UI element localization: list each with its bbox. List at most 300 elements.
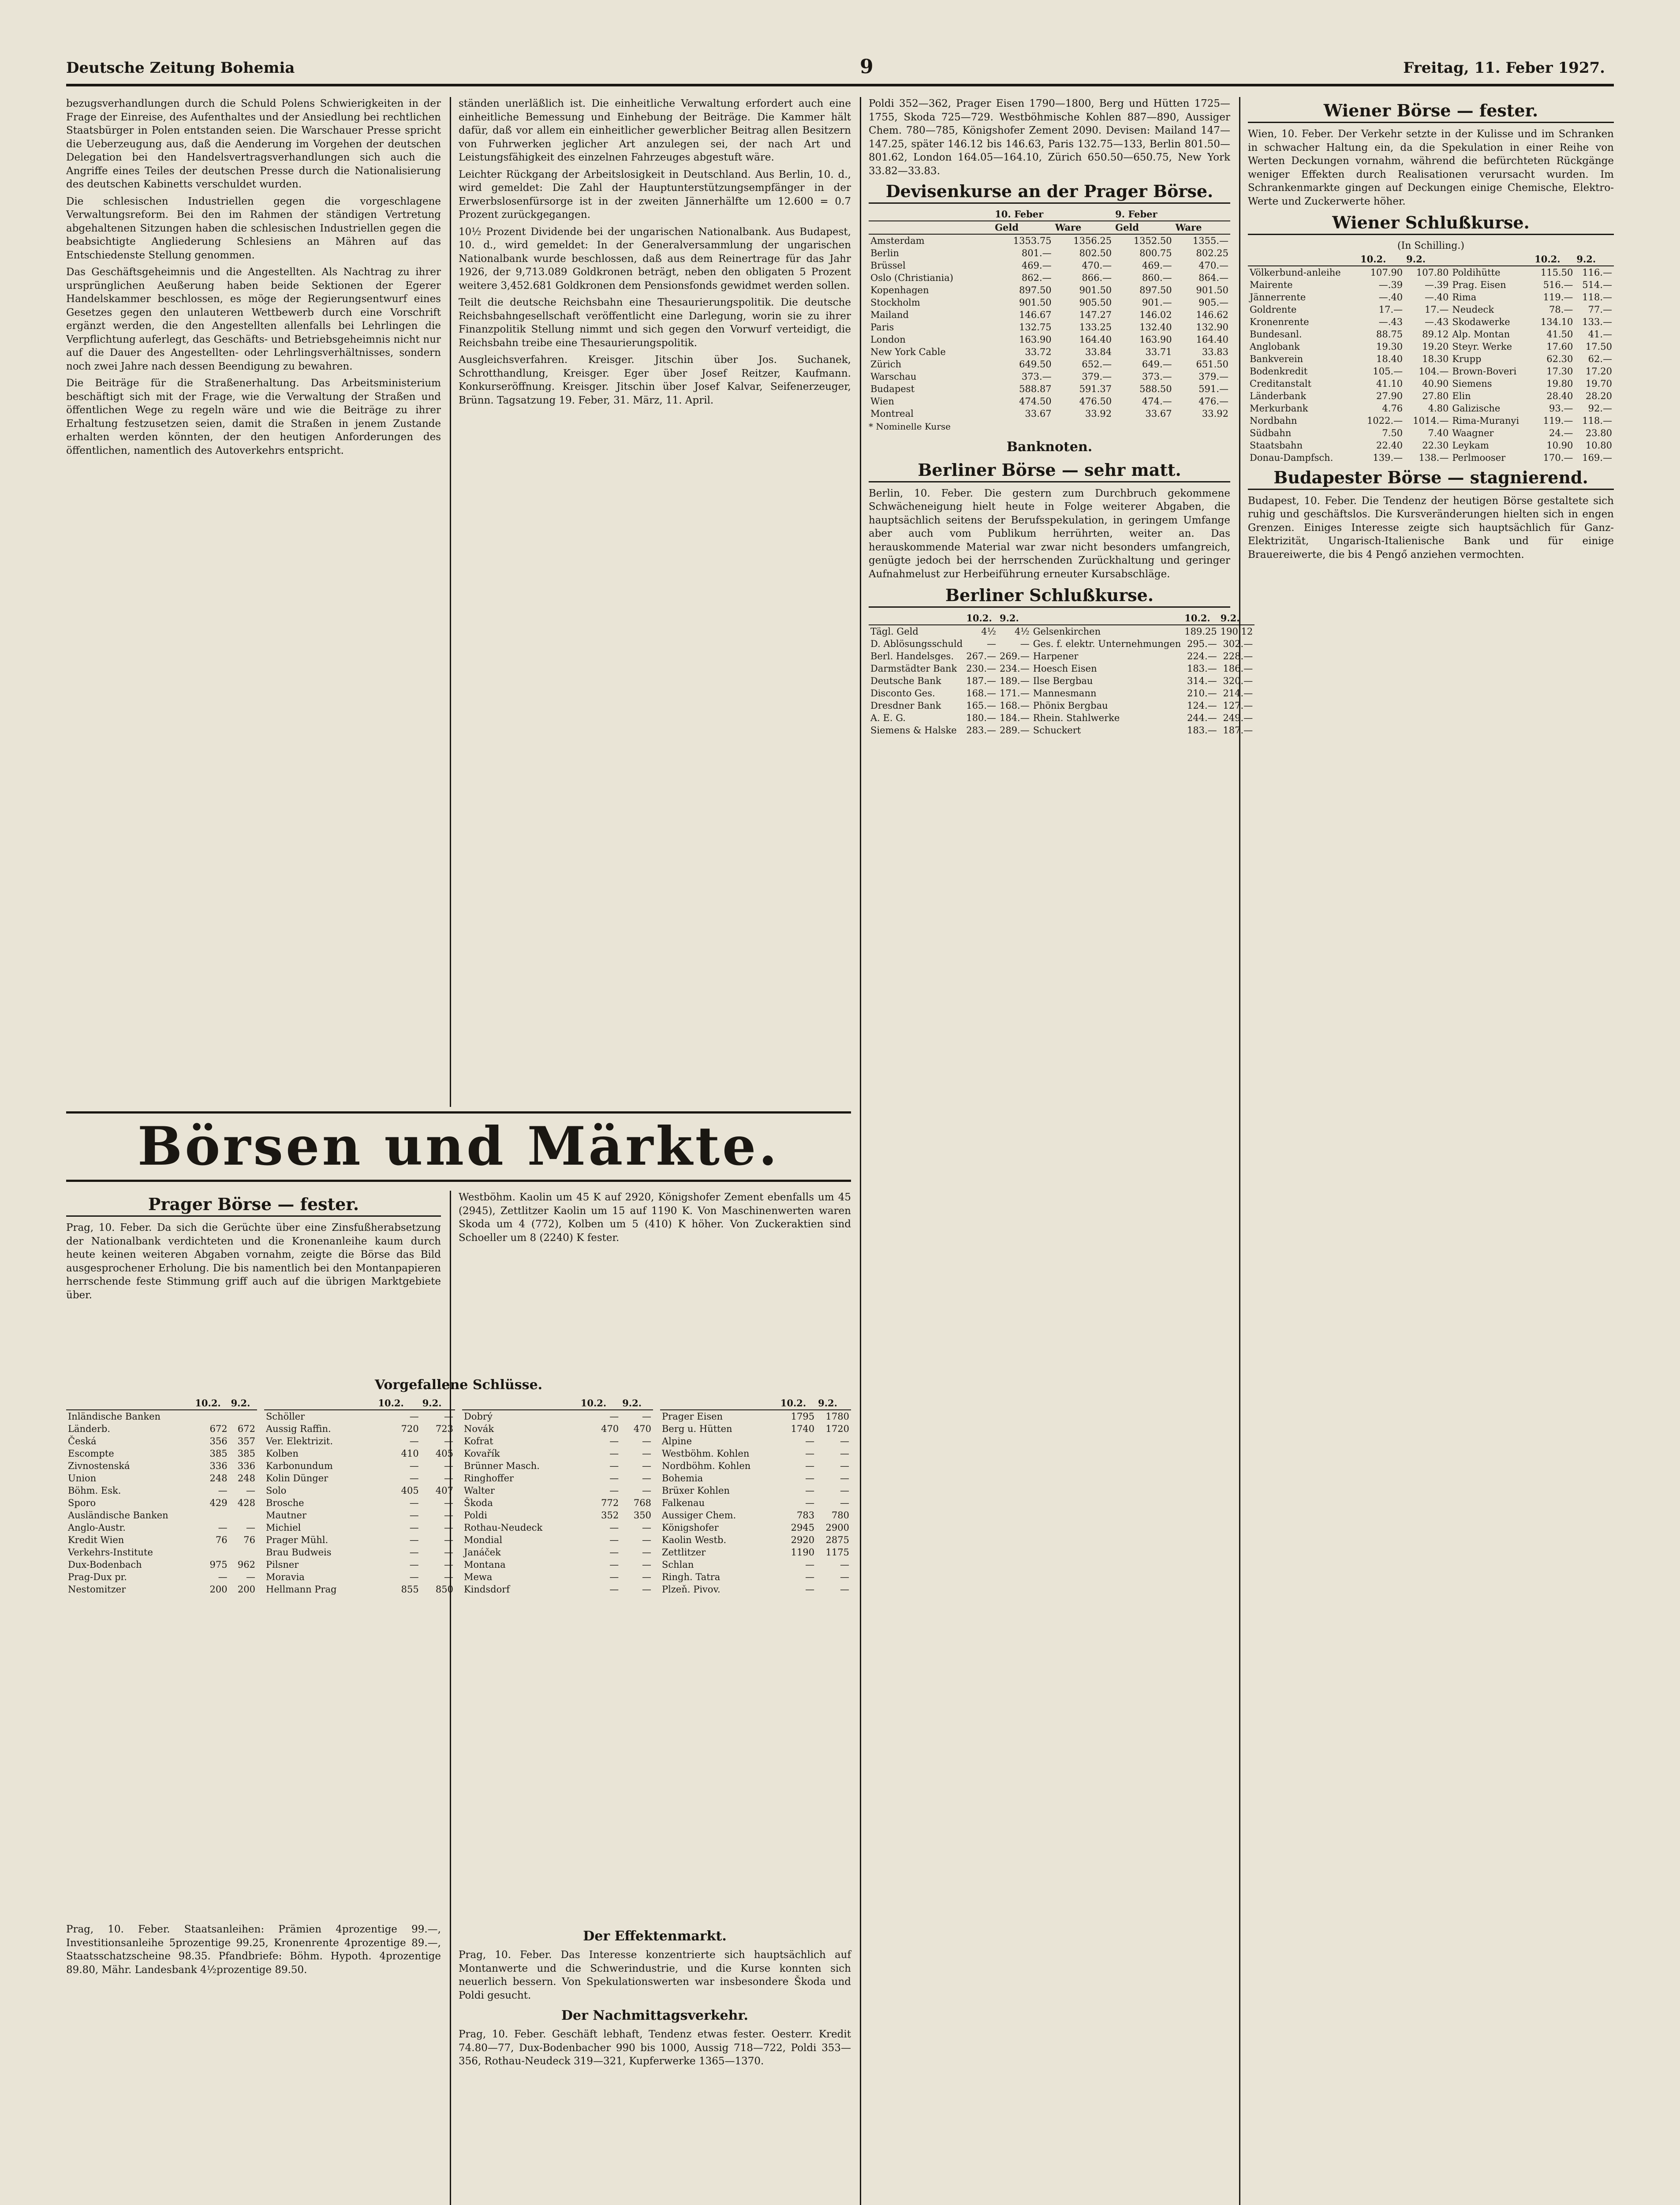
table-cell: —	[409, 1461, 419, 1471]
table-cell: 18.40	[1376, 353, 1403, 364]
article-paragraph: 10½ Prozent Dividende bei der ungarischen Nationalbank. Aus Budapest, 10. d., wird gemeldet: In der Generalversammlung der ungarischen Nationalbank wurde beschlossen, daß aus dem Reinertrage für das Jahr 1926, der 9,713.089 Goldkronen beträgt, neben den obligaten 5 Prozent weitere 3,452.681 Goldkronen dem Pensionsfonds gewidmet werden sollen.	[459, 226, 851, 292]
table-row	[264, 1460, 455, 1472]
table-row	[869, 296, 1230, 309]
table-cell: 33.67	[1025, 408, 1052, 419]
table-row	[869, 333, 1230, 346]
table-cell: 17.60	[1546, 341, 1573, 352]
table-cell: Brünner Masch.	[464, 1461, 540, 1471]
table-cell: Hellmann Prag	[266, 1584, 337, 1595]
table-cell: Brau Budweis	[266, 1547, 332, 1558]
table-cell: 1740	[791, 1424, 815, 1434]
table-cell: —	[609, 1485, 619, 1496]
table-header-row	[869, 612, 1254, 625]
table-row	[462, 1509, 653, 1521]
table-row	[869, 272, 1230, 284]
table-cell: 214.—	[1223, 688, 1253, 699]
table-cell: —	[642, 1461, 651, 1471]
issue-date: Freitag, 11. Feber 1927.	[1403, 59, 1605, 77]
table-row	[869, 407, 1230, 420]
table-cell: —	[805, 1572, 815, 1582]
table-cell: —	[409, 1436, 419, 1446]
column-header: 10.2.	[579, 1397, 620, 1410]
table-cell: Westböhm. Kohlen	[662, 1448, 750, 1459]
table-cell: —.39	[1424, 279, 1449, 290]
article-paragraph: Die Beiträge für die Straßenerhaltung. Das Arbeitsministerium beschäftigt sich mit der Frage, wie die Verwaltung der Straßen und öffentlichen Wege zu regeln wäre und wie die Beiträge zu ihrer Erhaltung festzusetzen seien, damit die Straßen in jenem Zustande erhalten werden könnten, der den heutigen Anforderungen des öffentlichen, namentlich des Autoverkehrs entspricht.	[66, 377, 441, 456]
table-cell: 187.—	[966, 676, 996, 686]
table-row	[264, 1583, 455, 1596]
table-row	[869, 370, 1230, 383]
column-header: 9.2.	[816, 1397, 851, 1410]
table-cell: Michiel	[266, 1522, 301, 1533]
table-cell: 33.84	[1085, 347, 1112, 357]
table-cell: —	[444, 1473, 453, 1484]
table-cell: —	[642, 1473, 651, 1484]
table-cell: 19.30	[1376, 341, 1403, 352]
table-row	[462, 1460, 653, 1472]
schluss-table-c	[462, 1397, 653, 1596]
table-cell: 470.—	[1198, 260, 1228, 271]
table-cell: Wien	[870, 396, 894, 407]
table-cell: 2920	[791, 1535, 815, 1545]
table-cell	[229, 1410, 257, 1423]
table-cell: Kaolin Westb.	[662, 1535, 727, 1545]
table-cell: 19.70	[1585, 378, 1612, 389]
table-cell: —	[409, 1572, 419, 1582]
table-cell: Goldrente	[1250, 304, 1297, 315]
table-row	[462, 1558, 653, 1571]
table-cell: 41.10	[1376, 378, 1403, 389]
table-cell: 146.02	[1139, 310, 1172, 320]
table-cell: 1022.—	[1367, 415, 1403, 426]
table-cell: Skodawerke	[1452, 316, 1510, 327]
table-cell: 186.—	[1223, 663, 1253, 674]
column-header: 9. Feber	[1113, 208, 1230, 221]
table-row	[264, 1497, 455, 1509]
table-row	[660, 1509, 851, 1521]
table-cell: Karbonundum	[266, 1461, 333, 1471]
newspaper-page	[66, 53, 1614, 2205]
table-cell: Warschau	[870, 371, 917, 382]
table-cell: 62.—	[1588, 353, 1612, 364]
table-cell: 170.—	[1543, 452, 1573, 463]
table-cell: 901.—	[1142, 297, 1172, 308]
table-cell: Česká	[68, 1436, 97, 1446]
table-cell: 139.—	[1373, 452, 1403, 463]
table-row	[264, 1571, 455, 1583]
table-row	[660, 1472, 851, 1484]
table-row	[66, 1410, 257, 1423]
table-row	[264, 1509, 455, 1521]
table-cell: —	[609, 1411, 619, 1422]
table-cell: 105.—	[1373, 366, 1403, 377]
table-cell: —	[218, 1522, 228, 1533]
article-heading: Der Effektenmarkt.	[583, 1928, 727, 1944]
table-cell	[229, 1509, 257, 1521]
table-cell: 248	[209, 1473, 228, 1484]
table-cell: 373.—	[1142, 371, 1172, 382]
table-cell: Aussiger Chem.	[662, 1510, 736, 1521]
table-cell: —	[609, 1448, 619, 1459]
column-rule	[1239, 97, 1240, 2205]
table-cell: —	[805, 1473, 815, 1484]
table-cell: Janáček	[464, 1547, 501, 1558]
table-cell: 470	[601, 1424, 619, 1434]
table-row	[264, 1410, 455, 1423]
table-row	[264, 1546, 455, 1558]
article-paragraph: Poldi 352—362, Prager Eisen 1790—1800, Berg und Hütten 1725—1755, Skoda 725—729. Westböhmische Kohlen 887—890, Aussiger Chem. 780—785, Königshofer Zement 2090. Devisen: Mailand 147—147.25, später 146.12 bis 146.63, Paris 132.75—133, Berlin 801.50—801.62, London 164.05—164.10, Zürich 650.50—650.75, New York 33.82—33.83.	[869, 98, 1230, 177]
table-cell: —.40	[1378, 292, 1403, 303]
table-cell: 17.30	[1546, 366, 1573, 377]
table-cell: Böhm. Esk.	[68, 1485, 121, 1496]
table-cell: Ver. Elektrizit.	[266, 1436, 333, 1446]
table-cell: 190.12	[1220, 626, 1253, 637]
column-header: Ware	[1053, 221, 1114, 234]
wien-kurse-table	[1248, 253, 1614, 464]
vorgefallene-schluesse	[66, 1372, 851, 1918]
table-cell: Prager Mühl.	[266, 1535, 329, 1545]
table-cell: —	[609, 1547, 619, 1558]
table-cell: —	[805, 1448, 815, 1459]
table-cell: —	[609, 1559, 619, 1570]
table-cell: 249.—	[1223, 713, 1253, 723]
table-cell: 901.50	[1079, 285, 1112, 295]
table-cell: 138.—	[1419, 452, 1449, 463]
table-cell: 350	[633, 1510, 651, 1521]
table-cell: 41.50	[1546, 329, 1573, 340]
table-cell: 302.—	[1223, 639, 1253, 649]
page-number: 9	[860, 56, 874, 78]
table-cell: Kindsdorf	[464, 1584, 510, 1595]
table-cell: Union	[68, 1473, 97, 1484]
column-header: Geld	[993, 221, 1053, 234]
table-cell: 470	[633, 1424, 651, 1434]
table-cell: 410	[401, 1448, 419, 1459]
table-cell: 373.—	[1021, 371, 1052, 382]
column-header: 10.2.	[376, 1397, 420, 1410]
table-cell: Kolin Dünger	[266, 1473, 329, 1484]
table-cell: 1190	[791, 1547, 815, 1558]
table-cell: 171.—	[999, 688, 1030, 699]
table-cell: 134.10	[1540, 316, 1573, 327]
table-cell: 476.—	[1198, 396, 1228, 407]
schluss-table-a	[66, 1397, 257, 1596]
table-row	[1248, 328, 1614, 340]
table-cell: —	[609, 1535, 619, 1545]
table-cell: —	[609, 1461, 619, 1471]
table-row	[462, 1521, 653, 1534]
table-row	[869, 724, 1254, 736]
table-row	[869, 234, 1230, 247]
article-paragraph: Berlin, 10. Feber. Die gestern zum Durchbruch gekommene Schwächeneigung hielt heute in Folge weiterer Abgaben, die hauptsächlich seitens der Berufsspekulation, in geringem Umfange aber auch vom Publikum herrührten, weiter an. Das herauskommende Material war zwar nicht besonders umfangreich, genügte jedoch bei der herrschenden Zurückhaltung und geringer Aufnahmelust zur Herbeiführung erneuter Kursabschläge.	[869, 487, 1230, 580]
article-column-2	[459, 97, 851, 1107]
table-cell: 379.—	[1082, 371, 1112, 382]
article-paragraph: bezugsverhandlungen durch die Schuld Polens Schwierigkeiten in der Frage der Einreise, des Aufenthaltes und der Ansiedlung bei rechtlichen Staatsbürger in Polen entstanden seien. Die Warschauer Presse spricht die Ueberzeugung aus, daß die Aenderung im Vorgehen der deutschen Delegation bei den Handelsvertragsverhandlungen sich auch die Angriffe eines Teiles der deutschen Presse durch die Nationalisierung des deutschen Kabinetts verschuldet wurden.	[66, 98, 441, 190]
table-footnote: * Nominelle Kurse	[869, 421, 951, 432]
table-row	[869, 712, 1254, 724]
table-cell: Harpener	[1033, 651, 1079, 662]
table-cell: Kopenhagen	[870, 285, 929, 295]
table-cell: —	[986, 639, 996, 649]
column-header: 9.2.	[1575, 253, 1614, 266]
table-row	[1248, 279, 1614, 291]
table-cell: Zürich	[870, 359, 902, 370]
table-row	[66, 1423, 257, 1435]
table-row	[869, 358, 1230, 370]
table-cell: —	[409, 1510, 419, 1521]
table-cell: 189.—	[999, 676, 1030, 686]
table-cell: Creditanstalt	[1250, 378, 1312, 389]
table-cell: 127.—	[1223, 700, 1253, 711]
table-cell: Siemens	[1452, 378, 1492, 389]
table-row	[462, 1534, 653, 1546]
table-cell: Montana	[464, 1559, 506, 1570]
table-row	[869, 650, 1254, 662]
article-paragraph: Ausgleichsverfahren. Kreisger. Jitschin über Jos. Suchanek, Schrotthandlung, Kreisger. Eger über Josef Reitzer, Kaufmann. Konkurseröffnung. Kreisger. Jitschin über Josef Kalvar, Seifenerzeuger, Brünn. Tagsatzung 19. Feber, 31. März, 11. April.	[459, 354, 851, 406]
table-cell: —	[642, 1547, 651, 1558]
table-cell: 7.50	[1382, 427, 1403, 438]
column-header: 9.2.	[1404, 253, 1450, 266]
table-header-row	[660, 1397, 851, 1410]
article-paragraph: Westböhm. Kaolin um 45 K auf 2920, Königshofer Zement ebenfalls um 45 (2945), Zettlitzer Kaolin um 15 auf 1190 K. Von Maschinenwerten waren Skoda um 4 (772), Kolben um 5 (410) K höher. Von Zuckeraktien sind Schoeller um 8 (2240) K fester.	[459, 1192, 851, 1244]
table-cell: —	[805, 1498, 815, 1508]
table-cell: 267.—	[966, 651, 996, 662]
table-cell: 469.—	[1142, 260, 1172, 271]
table-cell: Solo	[266, 1485, 287, 1496]
column-header: 10.2.	[964, 612, 998, 625]
table-cell: 672	[237, 1424, 255, 1434]
table-cell: —	[840, 1461, 849, 1471]
table-cell: Poldihütte	[1452, 267, 1501, 278]
table-cell: Merkurbank	[1250, 403, 1308, 414]
prager-boerse-continued	[459, 1191, 851, 1367]
table-cell: Ringhoffer	[464, 1473, 514, 1484]
table-cell: —.40	[1424, 292, 1449, 303]
table-cell: 133.—	[1582, 316, 1612, 327]
table-cell: Nordböhm. Kohlen	[662, 1461, 751, 1471]
table-cell: 651.50	[1196, 359, 1228, 370]
table-row	[462, 1447, 653, 1460]
table-row	[1248, 427, 1614, 439]
table-cell: 146.62	[1196, 310, 1228, 320]
table-cell: —	[409, 1498, 419, 1508]
table-cell: 169.—	[1582, 452, 1612, 463]
table-cell: 132.40	[1139, 322, 1172, 333]
table-row	[660, 1583, 851, 1596]
table-cell: Falkenau	[662, 1498, 705, 1508]
table-row	[660, 1410, 851, 1423]
table-cell: Dobrý	[464, 1411, 493, 1422]
table-cell: —	[246, 1522, 255, 1533]
column-header: 10.2.	[193, 1397, 229, 1410]
table-cell: —	[444, 1411, 453, 1422]
table-row	[462, 1583, 653, 1596]
table-cell: 10.80	[1585, 440, 1612, 451]
table-row	[869, 346, 1230, 358]
table-heading: Vorgefallene Schlüsse.	[374, 1377, 543, 1393]
table-cell	[229, 1546, 257, 1558]
table-cell: Bodenkredit	[1250, 366, 1308, 377]
table-cell: Donau-Dampfsch.	[1250, 452, 1333, 463]
column-header: 9.2.	[620, 1397, 653, 1410]
table-cell: 104.—	[1419, 366, 1449, 377]
masthead: Deutsche Zeitung Bohemia	[66, 59, 295, 77]
table-cell: 269.—	[999, 651, 1030, 662]
article-paragraph: Prag, 10. Feber. Das Interesse konzentrierte sich hauptsächlich auf Montanwerte und die Schwerindustrie, und die Kurse konnten sich neuerlich bessern. Von Spekulationswerten war insbesondere Škoda und Poldi gesucht.	[459, 1949, 851, 2001]
table-cell: New York Cable	[870, 347, 946, 357]
table-cell: 27.90	[1376, 390, 1403, 401]
table-cell: 352	[601, 1510, 619, 1521]
table-cell: 860.—	[1142, 273, 1172, 283]
table-cell	[193, 1509, 229, 1521]
table-cell: 1780	[825, 1411, 849, 1422]
table-row	[660, 1558, 851, 1571]
table-cell: Brosche	[266, 1498, 304, 1508]
table-cell: 230.—	[966, 663, 996, 674]
table-cell: 146.67	[1019, 310, 1052, 320]
table-row	[869, 309, 1230, 321]
table-cell: 107.80	[1416, 267, 1449, 278]
table-row	[660, 1497, 851, 1509]
table-cell: —	[642, 1436, 651, 1446]
table-cell: —	[609, 1436, 619, 1446]
table-cell: Schuckert	[1033, 725, 1081, 736]
table-cell: 147.27	[1079, 310, 1112, 320]
table-cell: Steyr. Werke	[1452, 341, 1512, 352]
table-cell: —	[805, 1559, 815, 1570]
table-cell: Inländische Banken	[68, 1411, 161, 1422]
table-cell: 4.80	[1428, 403, 1449, 414]
table-cell: 234.—	[999, 663, 1030, 674]
table-cell: —	[642, 1448, 651, 1459]
table-cell: —	[840, 1559, 849, 1570]
table-cell: 165.—	[966, 700, 996, 711]
table-cell: —	[840, 1436, 849, 1446]
table-cell: Ringh. Tatra	[662, 1572, 721, 1582]
table-cell: 780	[831, 1510, 849, 1521]
table-cell: 783	[797, 1510, 815, 1521]
column-header: 10.2.	[779, 1397, 816, 1410]
article-paragraph: Leichter Rückgang der Arbeitslosigkeit in Deutschland. Aus Berlin, 10. d., wird gemeldet: Die Zahl der Hauptunterstützungsempfänger in der Erwerbslosenfürsorge ist in der zweiten Jännerhälfte um 12.600 = 0.7 Prozent zurückgegangen.	[459, 168, 851, 220]
table-row	[660, 1571, 851, 1583]
table-cell: 184.—	[999, 713, 1030, 723]
table-row	[66, 1509, 257, 1521]
table-cell: —	[642, 1522, 651, 1533]
table-cell: 385	[237, 1448, 255, 1459]
table-cell: Krupp	[1452, 353, 1482, 364]
table-cell: 855	[401, 1584, 419, 1595]
table-cell: 672	[209, 1424, 228, 1434]
table-cell: —	[444, 1535, 453, 1545]
table-row	[869, 625, 1254, 638]
table-row	[869, 284, 1230, 296]
table-cell: 474.50	[1019, 396, 1052, 407]
table-cell: Ausländische Banken	[68, 1510, 168, 1521]
table-cell: Nestomitzer	[68, 1584, 126, 1595]
table-cell: Waagner	[1452, 427, 1494, 438]
table-cell: Hoesch Eisen	[1033, 663, 1097, 674]
table-cell: —	[805, 1436, 815, 1446]
article-paragraph: Teilt die deutsche Reichsbahn eine Thesaurierungspolitik. Die deutsche Reichsbahngesellschaft veröffentlicht eine Darlegung, worin sie zu ihrer Finanzpolitik Stellung nimmt und sich gegen den Vorwurf verteidigt, die Reichsbahn treibe eine Thesaurierungspolitik.	[459, 297, 851, 349]
column-header: 10.2.	[1183, 612, 1218, 625]
table-row	[660, 1484, 851, 1497]
table-row	[462, 1546, 653, 1558]
table-cell: Darmstädter Bank	[870, 663, 957, 674]
table-cell: —	[609, 1473, 619, 1484]
table-cell: 77.—	[1588, 304, 1612, 315]
table-row	[264, 1534, 455, 1546]
table-cell: 336	[237, 1461, 255, 1471]
table-cell: Schlan	[662, 1559, 694, 1570]
article-heading: Wiener Börse — fester.	[1248, 100, 1614, 123]
table-cell: —	[642, 1411, 651, 1422]
table-cell: Perlmooser	[1452, 452, 1506, 463]
table-cell: Kredit Wien	[68, 1535, 124, 1545]
table-cell: 164.40	[1079, 334, 1112, 345]
table-cell: Schöller	[266, 1411, 305, 1422]
table-cell: 591.—	[1198, 384, 1228, 394]
table-cell: Škoda	[464, 1498, 493, 1508]
column-header: 9.2.	[421, 1397, 455, 1410]
table-cell: 514.—	[1582, 279, 1612, 290]
table-cell: —	[840, 1498, 849, 1508]
table-cell: Galizische	[1452, 403, 1501, 414]
table-row	[1248, 303, 1614, 316]
article-paragraph: Prag, 10. Feber. Staatsanleihen: Prämien 4prozentige 99.—, Investitionsanleihe 5prozentige 99.25, Kronenrente 4prozentige 89.—, Staatsschatzscheine 98.35. Pfandbriefe: Böhm. Hypoth. 4prozentige 89.80, Mähr. Landesbank 4½prozentige 89.50.	[66, 1924, 441, 1976]
table-row	[66, 1472, 257, 1484]
table-cell: 864.—	[1198, 273, 1228, 283]
table-cell: —	[444, 1461, 453, 1471]
table-cell: 244.—	[1187, 713, 1217, 723]
article-paragraph: Das Geschäftsgeheimnis und die Angestellten. Als Nachtrag zu ihrer ursprünglichen Aeußerung haben beide Sektionen der Egerer Handelskammer beschlossen, es möge der Regierungsentwurf eines Gesetzes gegen den unlauteren Wettbewerb durch eine Vorschrift ergänzt werden, die den Angestellten allenfalls bei Lehrlingen die Verpflichtung auferlegt, das Geschäfts- und Betriebsgeheimnis nicht nur auf die Dauer des Angestellten- oder Lehrlingsverhältnisses, sondern noch zwei Jahre nach dessen Beendigung zu bewahren.	[66, 266, 441, 372]
table-cell: —	[642, 1535, 651, 1545]
table-cell: 19.20	[1422, 341, 1449, 352]
table-cell: —	[840, 1448, 849, 1459]
table-cell: —	[840, 1584, 849, 1595]
table-cell: 470.—	[1082, 260, 1112, 271]
table-cell: —	[840, 1473, 849, 1484]
table-cell: Gelsenkirchen	[1033, 626, 1101, 637]
table-cell: 93.—	[1549, 403, 1573, 414]
table-cell: 228.—	[1223, 651, 1253, 662]
table-cell: 7.40	[1428, 427, 1449, 438]
table-cell: 897.50	[1139, 285, 1172, 295]
table-cell: —	[805, 1461, 815, 1471]
table-cell: 119.—	[1543, 292, 1573, 303]
table-cell: 164.40	[1196, 334, 1228, 345]
table-cell: Anglobank	[1250, 341, 1300, 352]
table-cell: Königshofer	[662, 1522, 719, 1533]
table-row	[1248, 439, 1614, 452]
devisen-table	[869, 208, 1230, 420]
table-cell: Länderb.	[68, 1424, 111, 1434]
article-paragraph: Wien, 10. Feber. Der Verkehr setzte in der Kulisse und im Schranken in schwacher Haltung ein, da die Spekulation in einer Reihe von Werten Deckungen vornahm, während die befürchteten Rückgänge weniger Effekten durch Realisationen verursacht wurden. Im Schrankenmarkte gingen auf Deckungen einige Chemische, Elektro-Werte und Zuckerwerte höher.	[1248, 128, 1614, 207]
table-row	[66, 1497, 257, 1509]
table-cell: 17.—	[1378, 304, 1403, 315]
table-cell: 649.50	[1019, 359, 1052, 370]
table-cell: 89.12	[1422, 329, 1449, 340]
table-cell: Walter	[464, 1485, 495, 1496]
staatspapiere-article	[66, 1923, 441, 2205]
table-cell: Montreal	[870, 408, 914, 419]
table-cell: 107.90	[1370, 267, 1403, 278]
table-row	[1248, 390, 1614, 402]
table-cell: 22.40	[1376, 440, 1403, 451]
article-paragraph: Prag, 10. Feber. Da sich die Gerüchte über eine Zinsfußherabsetzung der Nationalbank verdichteten und die Kronenanleihe kaum durch heute keinen weiteren Abgaben vornahm, zeigte die Börse das Bild ausgesprochener Erholung. Die bis namentlich bei den Montanpapieren herrschende feste Stimmung griff auch auf die übrigen Marktgebiete über.	[66, 1222, 441, 1301]
table-cell: Südbahn	[1250, 427, 1292, 438]
table-row	[66, 1558, 257, 1571]
table-cell: 210.—	[1187, 688, 1217, 699]
article-heading: Der Nachmittagsverkehr.	[561, 2008, 748, 2023]
